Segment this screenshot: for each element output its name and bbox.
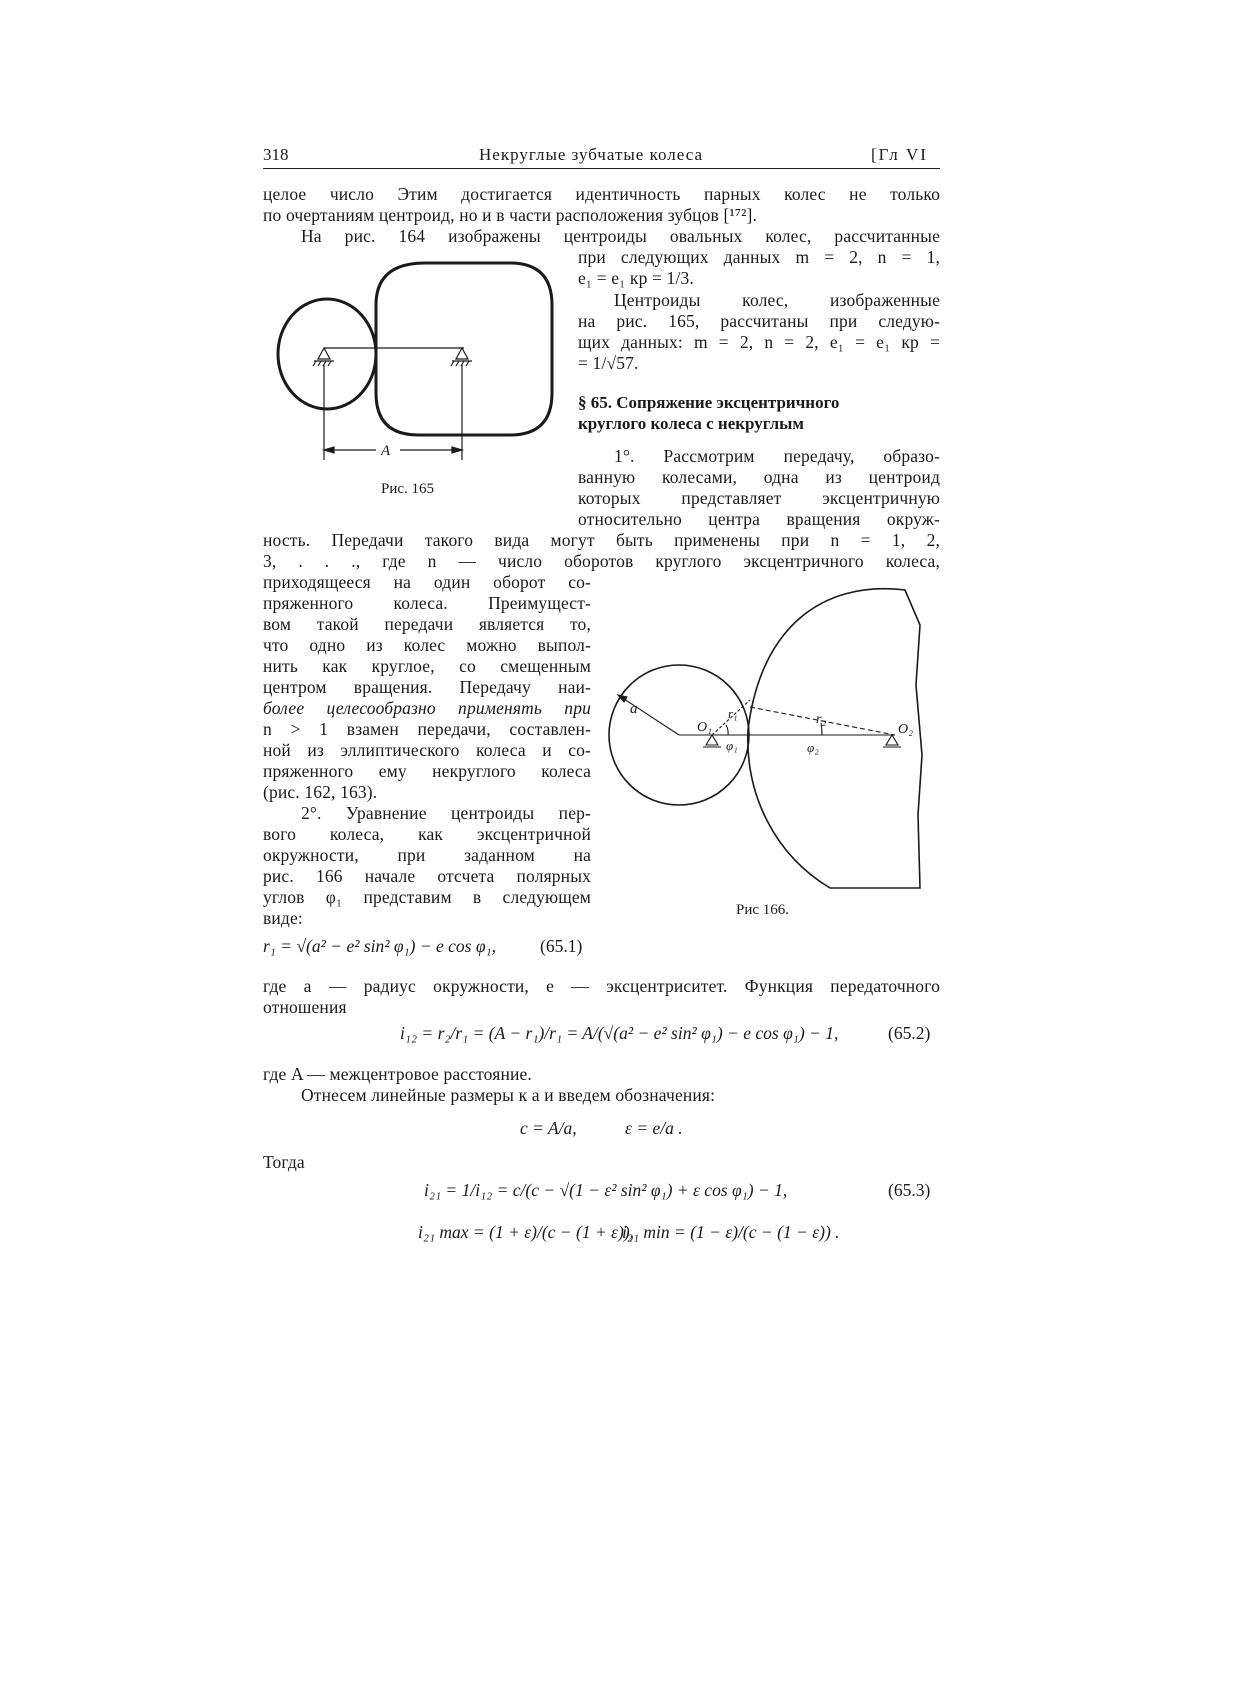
noncircular-centroid [748, 589, 922, 888]
pivot-right [456, 348, 468, 359]
page-number: 318 [263, 145, 289, 164]
text-line: пряженного ему некруглого колеса [263, 761, 591, 781]
text-line: вом такой передачи является то, [263, 614, 591, 634]
text-line: Центроиды колес, изображенные [614, 290, 940, 310]
text-line: На рис. 164 изображены центроиды овальных колес, рассчитанные [301, 226, 940, 246]
text-line: что одно из колес можно выпол- [263, 635, 591, 655]
section-heading: § 65. Сопряжение эксцентричного [578, 393, 840, 412]
equation-epsilon: ε = e/a . [625, 1118, 683, 1138]
label-a: a [630, 701, 638, 717]
text-line: = 1/√57. [578, 353, 639, 373]
label-phi1: φ₁ [726, 738, 738, 753]
label-o1: O₁ [697, 720, 712, 735]
equation-65-2: i₁₂ = r₂/r₁ = (A − r₁)/r₁ = A/(√(a² − e² sin² φ₁) − e cos φ₁) − 1, [400, 1023, 839, 1043]
text-line: окружности, при заданном на [263, 845, 591, 865]
text-line: 1°. Рассмотрим передачу, образо- [614, 446, 940, 466]
text-line: по очертаниям центроид, но и в части расположения зубцов [¹⁷²]. [263, 205, 757, 225]
text-line: нить как круглое, со смещенным [263, 656, 591, 676]
equation-number: (65.2) [888, 1023, 931, 1043]
text-line: виде: [263, 908, 303, 928]
text-line: где A — межцентровое расстояние. [263, 1064, 532, 1084]
text-line: Отнесем линейные размеры к a и введем обозначения: [301, 1085, 716, 1105]
oval-centroid-large [376, 263, 552, 435]
running-title: Некруглые зубчатые колеса [479, 145, 704, 164]
text-line: относительно центра вращения окруж- [578, 509, 940, 529]
section-heading: круглого колеса с некруглым [578, 414, 805, 433]
text-line: вого колеса, как эксцентричной [263, 824, 591, 844]
equation-number: (65.1) [540, 936, 583, 956]
text-line: отношения [263, 997, 347, 1017]
figure-166 [600, 585, 940, 895]
text-line: более целесообразно применять при [263, 698, 591, 718]
text-line: щих данных: m = 2, n = 2, e₁ = e₁ кр = [578, 332, 940, 352]
equation-c: c = A/a, [520, 1118, 577, 1138]
figure-165 [268, 255, 568, 470]
figure-165-caption: Рис. 165 [381, 481, 435, 497]
figure-166-caption: Рис 166. [736, 902, 790, 918]
equation-i21-min: i₂₁ min = (1 − ε)/(c − (1 − ε)) . [622, 1222, 840, 1242]
text-line: (рис. 162, 163). [263, 782, 378, 802]
text-line: рис. 166 начале отсчета полярных [263, 866, 591, 886]
text-line: целое число Этим достигается идентичность парных колес не только [263, 184, 940, 204]
text-line: которых представляет эксцентричную [578, 488, 940, 508]
text-line: ванную колесами, одна из центроид [578, 467, 940, 487]
text-line: на рис. 165, рассчитаны при следую- [578, 311, 940, 331]
label-phi2: φ₂ [807, 740, 819, 755]
radius-a [618, 695, 679, 735]
text-line: пряженного колеса. Преимущест- [263, 593, 591, 613]
chapter-label: [Гл VI [871, 145, 928, 164]
text-line: центром вращения. Передачу наи- [263, 677, 591, 697]
pivot-left [318, 348, 330, 359]
text-line: 3, . . ., где n — число оборотов круглого эксцентричного колеса, [263, 551, 940, 571]
text-line: углов φ₁ представим в следующем [263, 887, 591, 907]
text-line: ность. Передачи такого вида могут быть применены при n = 1, 2, [263, 530, 940, 550]
equation-i21-max: i₂₁ max = (1 + ε)/(c − (1 + ε)), [418, 1222, 635, 1242]
text-line: приходящееся на один оборот со- [263, 572, 591, 592]
text-line: ной из эллиптического колеса и со- [263, 740, 591, 760]
text-line: Тогда [263, 1152, 305, 1172]
text-line: e₁ = e₁ кр = 1/3. [578, 268, 694, 288]
label-r2: r₂ [816, 712, 827, 727]
text-line: где a — радиус окружности, e — эксцентриситет. Функция передаточного [263, 976, 940, 996]
header-rule [263, 168, 940, 169]
text-line: 2°. Уравнение центроиды пер- [301, 803, 591, 823]
text-line: при следующих данных m = 2, n = 1, [578, 247, 940, 267]
label-o2: O₂ [898, 722, 913, 737]
label-r1: r₁ [728, 706, 738, 721]
equation-number: (65.3) [888, 1180, 931, 1200]
text-line: n > 1 взамен передачи, составлен- [263, 719, 591, 739]
dimension-label-a: A [381, 443, 391, 459]
equation-65-3: i₂₁ = 1/i₁₂ = c/(c − √(1 − ε² sin² φ₁) + ε cos φ₁) − 1, [424, 1180, 788, 1200]
equation-65-1: r₁ = √(a² − e² sin² φ₁) − e cos φ₁, [263, 936, 497, 956]
